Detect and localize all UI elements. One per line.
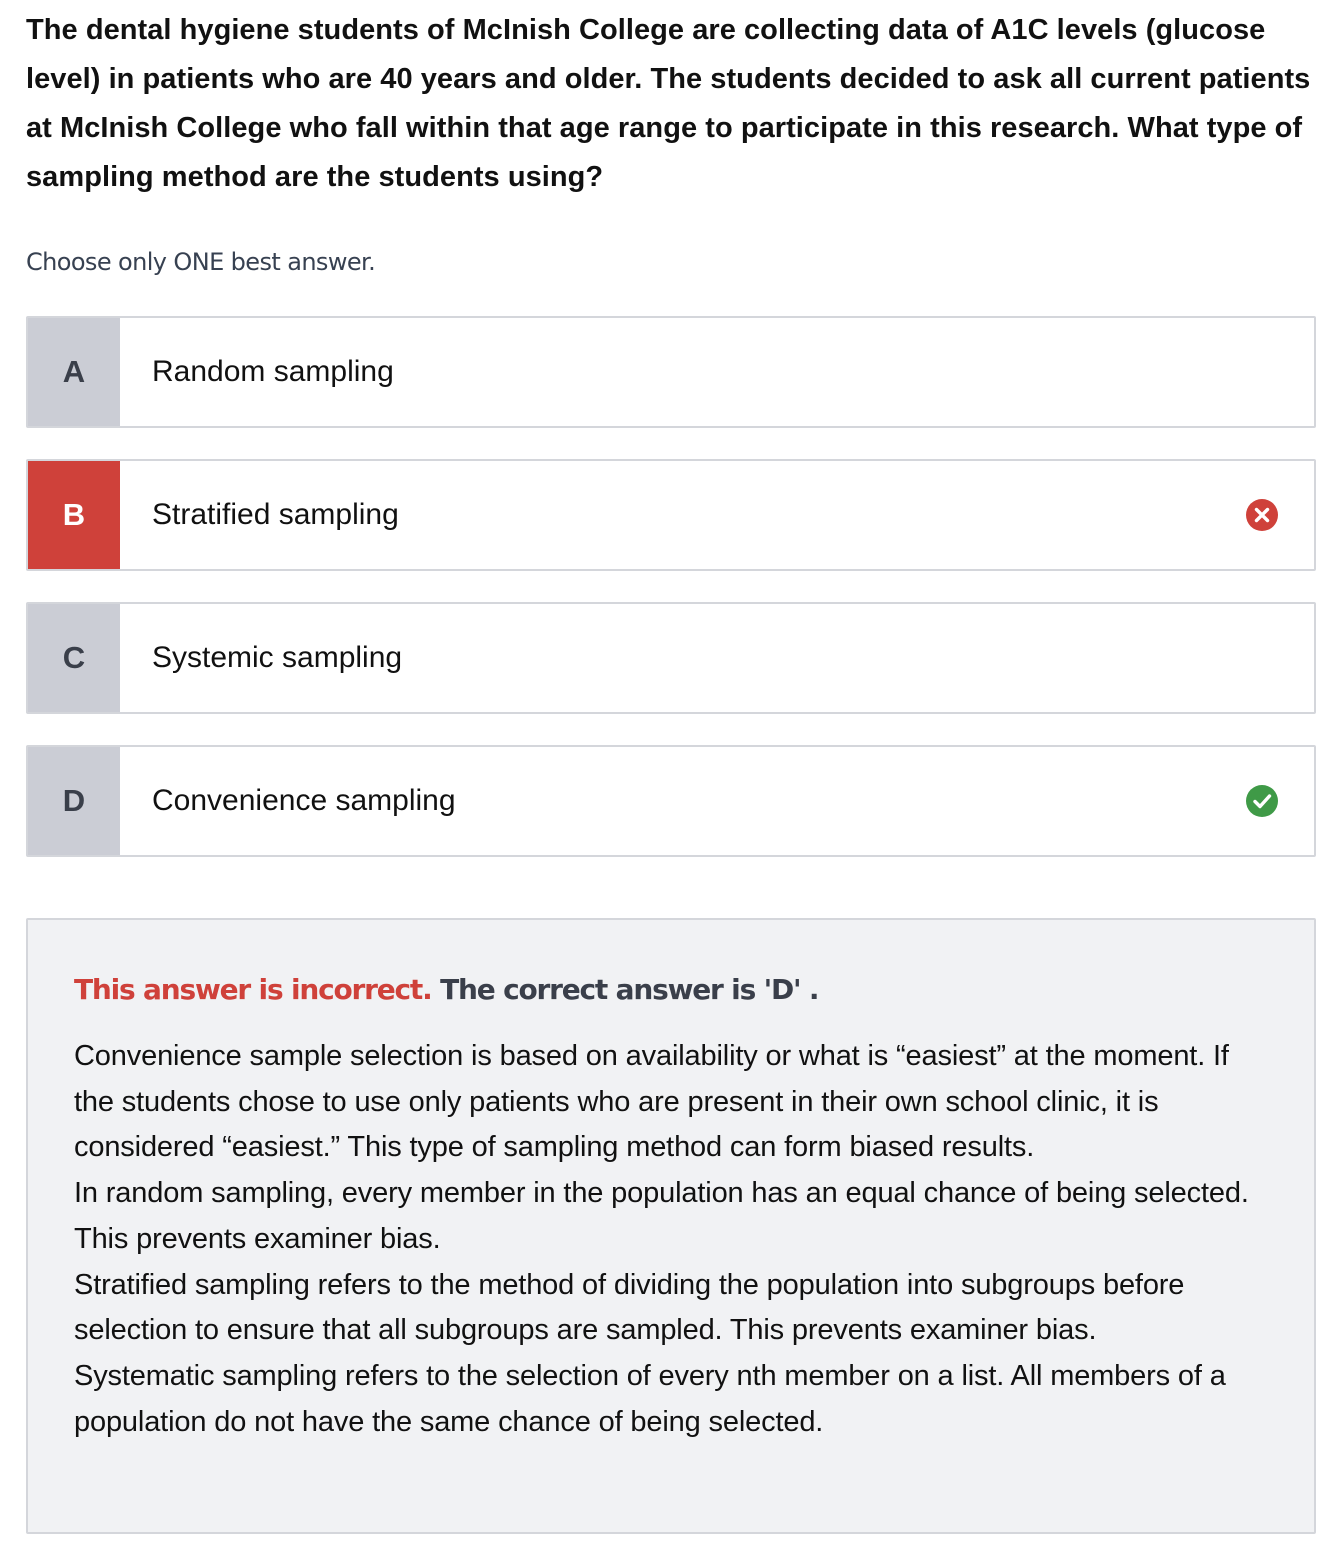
option-label: Systemic sampling bbox=[152, 641, 403, 674]
feedback-header bbox=[74, 968, 1268, 1012]
explanation-paragraph: Stratified sampling refers to the method of dividing the population into subgroups before selection to ensure that all subgroups are sampled. This prevents examiner bias. bbox=[74, 1268, 1185, 1347]
option-letter: A bbox=[28, 318, 120, 426]
check-circle-icon bbox=[1246, 785, 1278, 817]
option-letter: C bbox=[28, 604, 120, 712]
option-a[interactable] bbox=[26, 316, 1316, 428]
option-letter: B bbox=[28, 461, 120, 569]
option-c[interactable] bbox=[26, 602, 1316, 714]
x-circle-icon bbox=[1246, 499, 1278, 531]
option-label: Convenience sampling bbox=[152, 784, 456, 817]
answer-instruction: Choose only ONE best answer. bbox=[26, 248, 376, 276]
option-label: Random sampling bbox=[152, 355, 394, 388]
answer-feedback-panel bbox=[26, 918, 1316, 1534]
explanation bbox=[74, 1034, 1268, 1445]
incorrect-label: This answer is incorrect. bbox=[74, 973, 432, 1006]
option-d[interactable] bbox=[26, 745, 1316, 857]
option-letter: D bbox=[28, 747, 120, 855]
option-label: Stratified sampling bbox=[152, 498, 399, 531]
question-text: The dental hygiene students of McInish College are collecting data of A1C levels (glucose level) in patients who are 40 years and older. The students decided to ask all current patients at McInish College who fall within that age range to participate in this research. What type of sampling method are the students using? bbox=[26, 14, 1311, 193]
explanation-paragraph: Convenience sample selection is based on availability or what is “easiest” at the moment. If the students chose to use only patients who are present in their own school clinic, it is considered “easiest.” This type of sampling method can form biased results. bbox=[74, 1040, 1229, 1164]
explanation-paragraph: In random sampling, every member in the population has an equal chance of being selected. This prevents examiner bias. bbox=[74, 1177, 1249, 1255]
explanation-paragraph: Systematic sampling refers to the selection of every nth member on a list. All members of a population do not have the same chance of being selected. bbox=[74, 1359, 1226, 1438]
correct-answer-label: The correct answer is 'D' . bbox=[440, 973, 819, 1006]
answer-options bbox=[26, 316, 1316, 888]
option-b[interactable] bbox=[26, 459, 1316, 571]
